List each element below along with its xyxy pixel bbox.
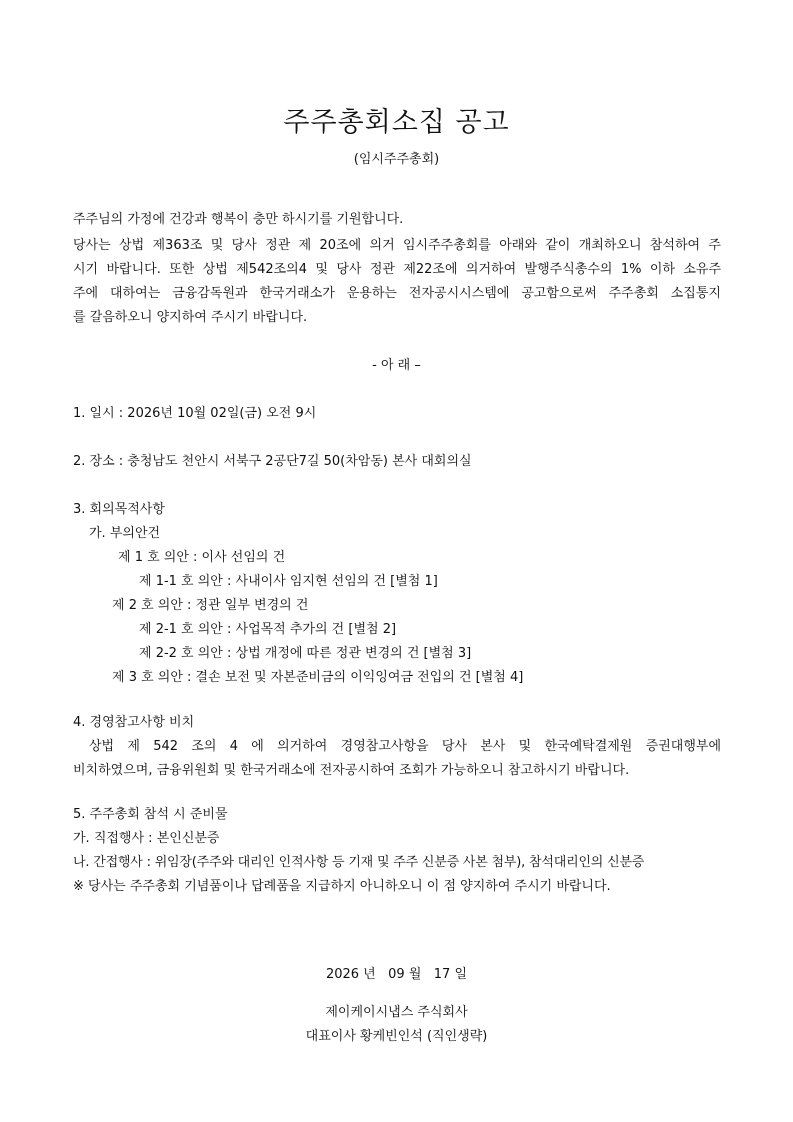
- ceo-name: 대표이사 황케빈인석 (직인생략): [305, 1029, 488, 1044]
- agenda-subitem: 제 2-1 호 의안 : 사업목적 추가의 건 [별첨 2]: [139, 622, 397, 637]
- preparation-direct: 가. 직접행사 : 본인신분증: [73, 831, 220, 846]
- meeting-date: 1. 일시 : 2026년 10월 02일(금) 오전 9시: [73, 406, 317, 421]
- section-separator: - 아 래 –: [372, 358, 421, 373]
- reference-text: 비치하였으며, 금융위원회 및 한국거래소에 전자공시하여 조회가 가능하오니 참고하시기 바랍니다.: [73, 763, 630, 778]
- intro-line: 를 갈음하오니 양지하여 주시기 바랍니다.: [73, 310, 308, 325]
- preparation-indirect: 나. 간접행사 : 위임장(주주와 대리인 인적사항 등 기재 및 주주 신분증 사본 첨부), 참석대리인의 신분증: [73, 855, 645, 870]
- intro-greeting: 주주님의 가정에 건강과 행복이 충만 하시기를 기원합니다.: [73, 212, 404, 227]
- company-name: 제이케이시냅스 주식회사: [325, 1005, 468, 1020]
- agenda-item: 제 1 호 의안 : 이사 선임의 건: [118, 550, 286, 565]
- intro-line: 시기 바랍니다. 또한 상법 제542조의4 및 당사 정관 제22조에 의거하여 발행주식총수의 1% 이하 소유주: [73, 262, 721, 277]
- intro-line: 당사는 상법 제363조 및 당사 정관 제 20조에 의거 임시주주총회를 아래와 같이 개최하오니 참석하여 주: [73, 238, 721, 253]
- reference-text: 상법 제 542 조의 4 에 의거하여 경영참고사항을 당사 본사 및 한국예탁결제원 증권대행부에: [89, 739, 721, 754]
- agenda-subitem: 제 2-2 호 의안 : 상법 개정에 따른 정관 변경의 건 [별첨 3]: [139, 646, 472, 661]
- page-title: 주주총회소집 공고: [283, 107, 510, 138]
- agenda-heading: 3. 회의목적사항: [73, 502, 165, 517]
- meeting-place: 2. 장소 : 충청남도 천안시 서북구 2공단7길 50(차암동) 본사 대회의실: [73, 454, 472, 469]
- notice-date: 2026 년 09 월 17 일: [325, 967, 468, 982]
- reference-heading: 4. 경영참고사항 비치: [73, 715, 195, 730]
- preparation-heading: 5. 주주총회 참석 시 준비물: [73, 807, 228, 822]
- agenda-item: 제 2 호 의안 : 정관 일부 변경의 건: [112, 598, 309, 613]
- agenda-item: 제 3 호 의안 : 결손 보전 및 자본준비금의 이익잉여금 전입의 건 [별첨 4]: [112, 670, 524, 685]
- agenda-subheading: 가. 부의안건: [89, 526, 161, 541]
- intro-line: 주에 대하여는 금융감독원과 한국거래소가 운용하는 전자공시시스템에 공고함으로써 주주총회 소집통지: [73, 286, 721, 301]
- page-subtitle: (임시주주총회): [353, 152, 440, 167]
- agenda-subitem: 제 1-1 호 의안 : 사내이사 임지현 선임의 건 [별첨 1]: [139, 574, 438, 589]
- gift-notice: ※ 당사는 주주총회 기념품이나 답례품을 지급하지 아니하오니 이 점 양지하여 주시기 바랍니다.: [73, 879, 611, 894]
